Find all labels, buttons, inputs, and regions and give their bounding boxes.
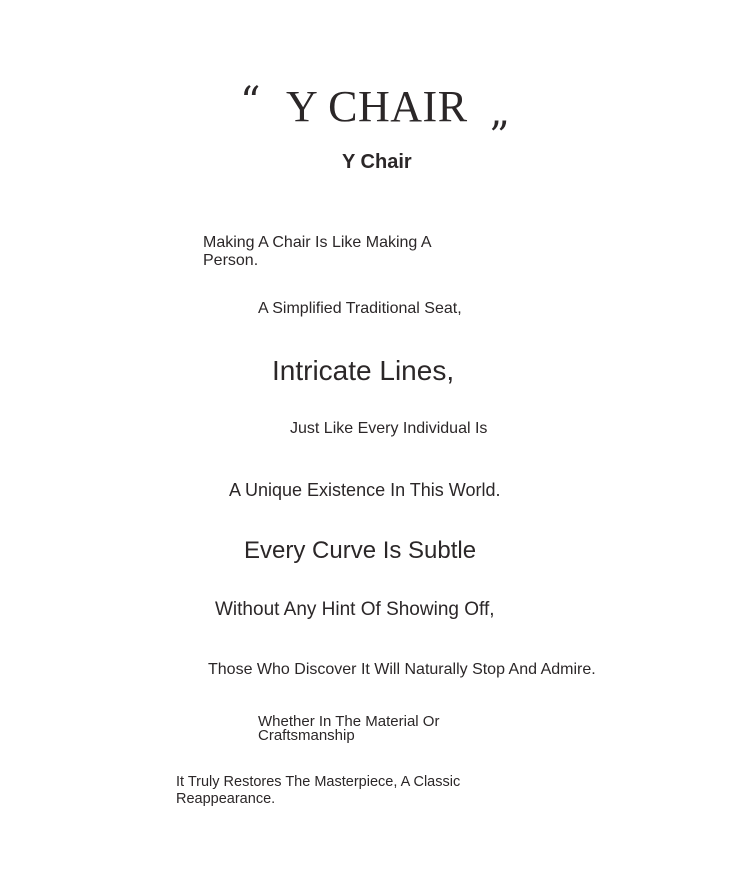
poem-line-5: A Unique Existence In This World. — [229, 480, 501, 500]
open-quote-mark: “ — [240, 79, 261, 125]
poem-line-9: Whether In The Material Or Craftsmanship — [258, 713, 440, 745]
poem-line-2: A Simplified Traditional Seat, — [258, 300, 462, 317]
close-quote-mark: ” — [489, 114, 510, 160]
page-title: Y CHAIR — [286, 82, 468, 131]
poem-line-6: Every Curve Is Subtle — [244, 537, 477, 564]
poem-line-3: Intricate Lines, — [272, 355, 455, 386]
poem-line-1: Making A Chair Is Like Making A Person. — [203, 234, 431, 269]
poem-line-4: Just Like Every Individual Is — [290, 420, 488, 437]
poem-line-7: Without Any Hint Of Showing Off, — [215, 599, 495, 620]
page-subtitle: Y Chair — [342, 151, 412, 173]
poem-line-8: Those Who Discover It Will Naturally Stop And Admire. — [208, 661, 596, 678]
poem-line-10: It Truly Restores The Masterpiece, A Classic Reappearance. — [176, 774, 461, 808]
